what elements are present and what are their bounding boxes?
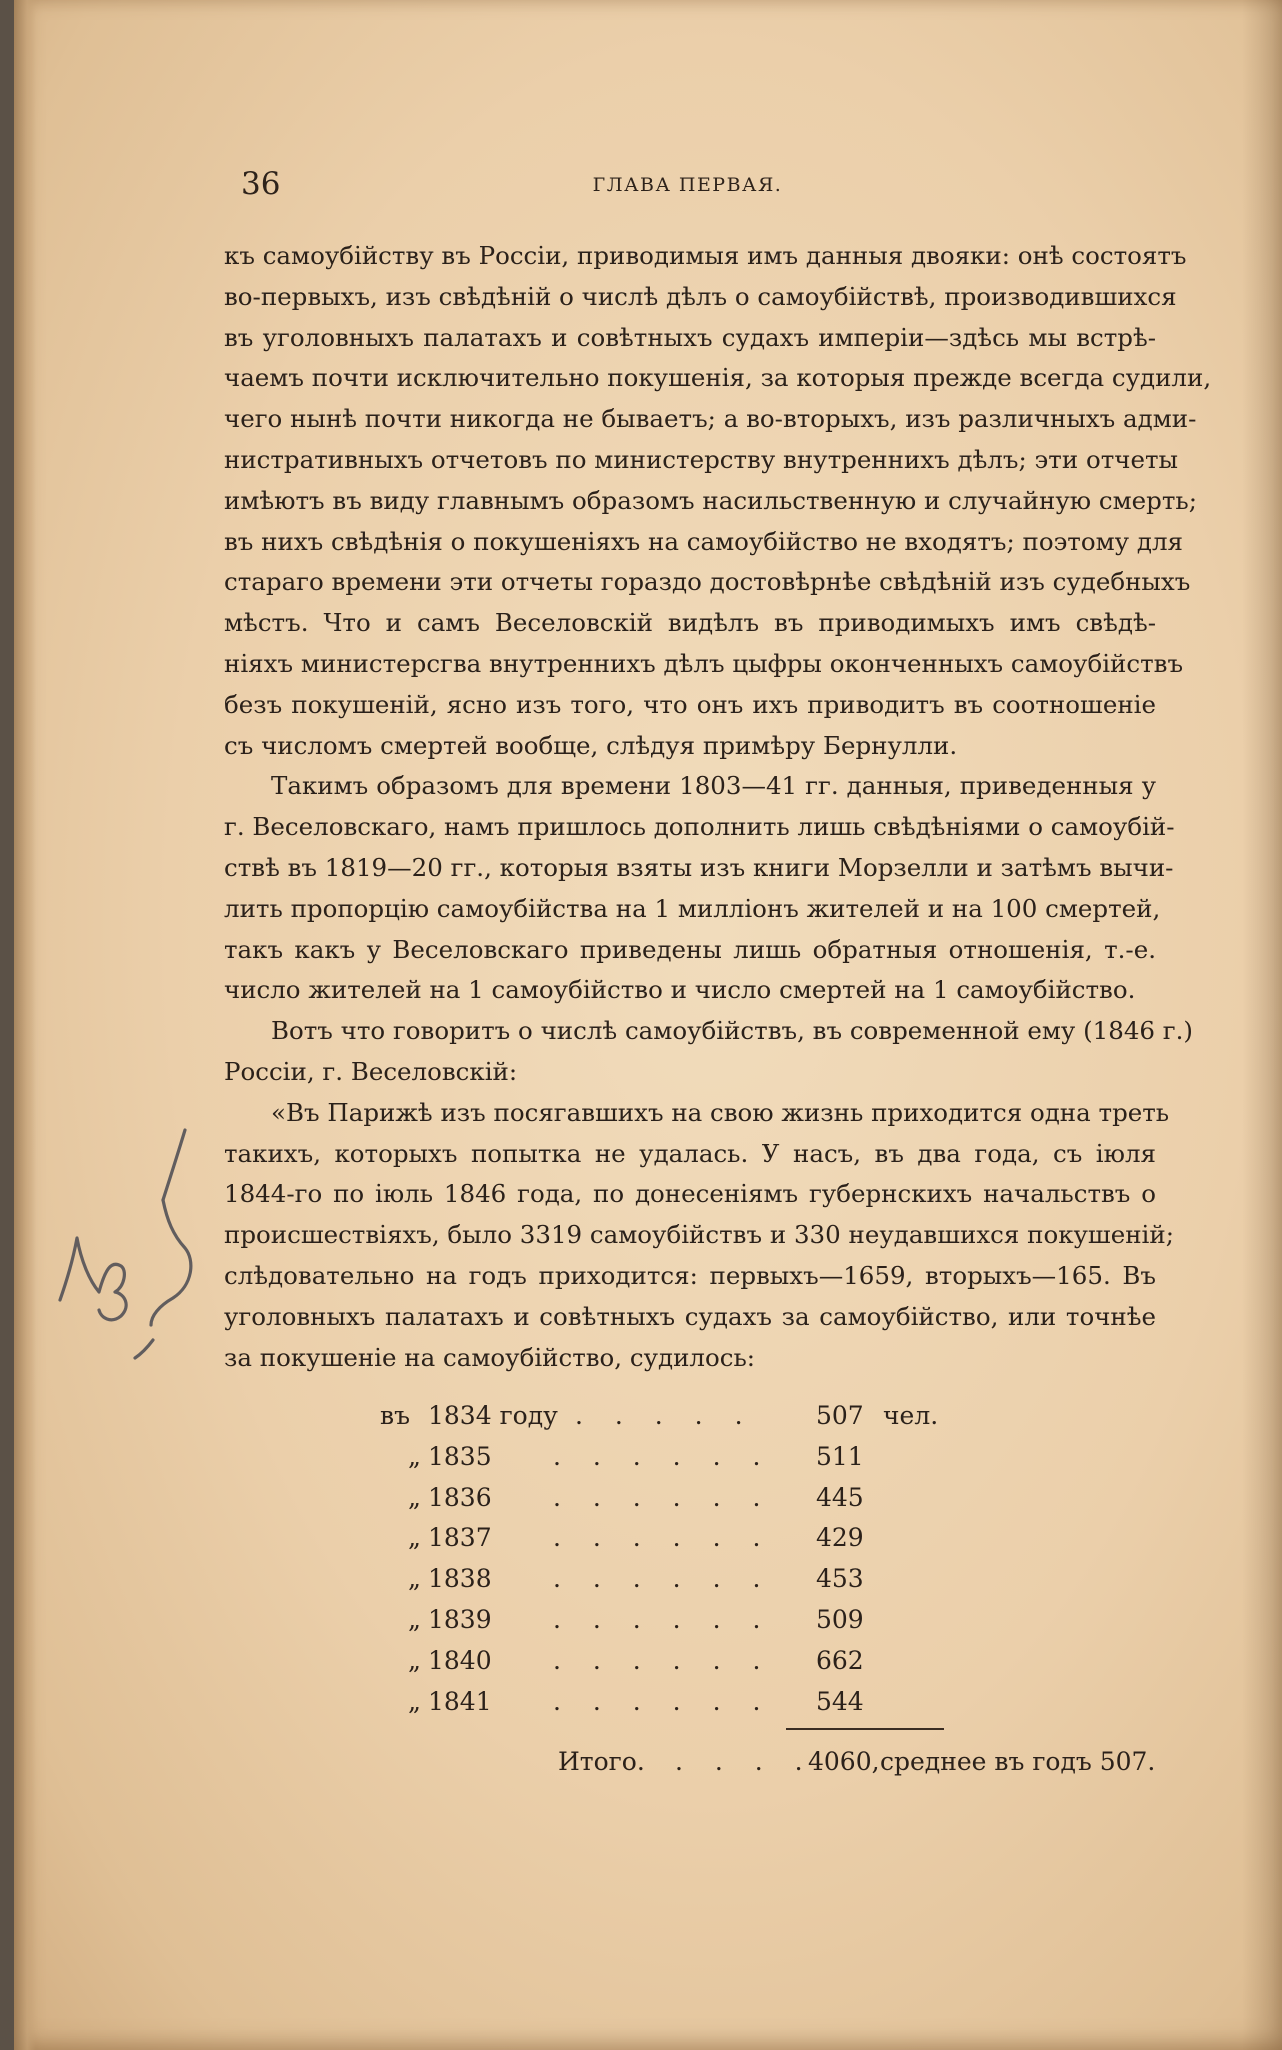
row-value: 544	[816, 1686, 864, 1716]
text-line: съ числомъ смертей вообще, слѣдуя примѣру Бернулли.	[224, 730, 958, 760]
text-line: въ уголовныхъ палатахъ и совѣтныхъ судахъ имперіи—здѣсь мы встрѣ-	[224, 322, 1156, 352]
row-dots: . . . . . .	[553, 1523, 773, 1553]
row-dots: . . . . .	[575, 1401, 755, 1430]
row-value: 453	[816, 1564, 864, 1594]
text-line: къ самоубійству въ Россіи, приводимыя имъ данныя двояки: онѣ состоятъ	[224, 241, 1187, 270]
table-row	[380, 1437, 1180, 1478]
text-line: мѣстъ. Что и самъ Веселовскій видѣлъ въ приводимыхъ имъ свѣдѣ-	[224, 608, 1156, 638]
row-prefix: „	[408, 1686, 421, 1716]
row-year: 1839	[428, 1605, 492, 1634]
page-number: 36	[241, 166, 281, 202]
text-line: во-первыхъ, изъ свѣдѣній о числѣ дѣлъ о самоубійствѣ, производившихся	[224, 281, 1177, 311]
text-line: чего нынѣ почти никогда не бываетъ; а во-вторыхъ, изъ различныхъ адми-	[224, 404, 1197, 434]
row-dots: . . . . . .	[553, 1482, 773, 1512]
row-value: 507	[816, 1401, 864, 1430]
page-header	[225, 166, 1150, 206]
row-prefix: въ	[380, 1401, 410, 1430]
row-prefix: „	[408, 1441, 421, 1471]
row-value: 662	[816, 1645, 864, 1675]
row-value: 509	[816, 1605, 864, 1634]
row-prefix: „	[408, 1523, 421, 1553]
table-row	[380, 1396, 1180, 1437]
text-line: Такимъ образомъ для времени 1803—41 гг. данныя, приведенныя у	[271, 771, 1156, 801]
text-line: Россіи, г. Веселовскій:	[224, 1056, 518, 1086]
text-line: имѣютъ въ виду главнымъ образомъ насильственную и случайную смерть;	[224, 485, 1197, 515]
table-row	[380, 1559, 1180, 1600]
row-value: 445	[816, 1482, 864, 1512]
running-head: ГЛАВА ПЕРВАЯ.	[592, 174, 783, 196]
total-dots: . . . .	[675, 1747, 815, 1776]
row-value: 511	[816, 1441, 864, 1471]
text-line: лить пропорцію самоубійства на 1 милліонъ жителей и на 100 смертей,	[224, 893, 1161, 923]
row-prefix: „	[408, 1645, 421, 1675]
table-row	[380, 1518, 1180, 1559]
row-prefix: „	[408, 1482, 421, 1512]
row-year: 1836	[428, 1482, 492, 1512]
row-year: 1840	[428, 1645, 492, 1675]
table-row	[380, 1478, 1180, 1519]
row-prefix: „	[408, 1564, 421, 1594]
body-text	[224, 236, 1212, 1378]
row-year: 1834 году	[428, 1401, 558, 1430]
table-row	[380, 1600, 1180, 1641]
pencil-margin-annotation	[55, 1120, 205, 1360]
row-dots: . . . . . .	[553, 1686, 773, 1716]
text-line: слѣдовательно на годъ приходится: первыхъ—1659, вторыхъ—165. Въ	[224, 1260, 1156, 1290]
page-spine-shadow	[14, 0, 36, 2050]
text-line: Вотъ что говоритъ о числѣ самоубійствъ, въ современной ему (1846 г.)	[271, 1016, 1193, 1046]
text-line: г. Веселовскаго, намъ пришлось дополнить лишь свѣдѣніями о самоубій-	[224, 812, 1175, 842]
total-note: среднее въ годъ 507.	[880, 1747, 1156, 1776]
text-line: безъ покушеній, ясно изъ того, что онъ ихъ приводитъ въ соотношеніе	[224, 689, 1156, 719]
text-line: ніяхъ министерсгва внутреннихъ дѣлъ цыфры оконченныхъ самоубійствъ	[224, 648, 1184, 678]
text-line: число жителей на 1 самоубійство и число смертей на 1 самоубійство.	[224, 975, 1136, 1005]
text-line: происшествіяхъ, было 3319 самоубійствъ и 330 неудавшихся покушеній;	[224, 1220, 1174, 1250]
row-dots: . . . . . .	[553, 1441, 773, 1471]
row-value: 429	[816, 1523, 864, 1553]
text-line: чаемъ почти исключительно покушенія, за которыя прежде всегда судили,	[224, 363, 1212, 393]
row-year: 1841	[428, 1686, 492, 1716]
row-dots: . . . . . .	[553, 1564, 773, 1594]
text-line: 1844-го по іюль 1846 года, по донесеніямъ губернскихъ начальствъ о	[224, 1179, 1156, 1209]
table-row	[380, 1682, 1180, 1723]
total-value: 4060,	[808, 1747, 880, 1776]
text-line: ствѣ въ 1819—20 гг., которыя взяты изъ книги Морзелли и затѣмъ вычи-	[224, 852, 1174, 882]
text-line: уголовныхъ палатахъ и совѣтныхъ судахъ за самоубійство, или точнѣе	[224, 1301, 1156, 1331]
row-year: 1835	[428, 1441, 492, 1471]
text-line: стараго времени эти отчеты гораздо достовѣрнѣе свѣдѣній изъ судебныхъ	[224, 567, 1191, 597]
page-edge-shadow	[1242, 0, 1282, 2050]
row-year: 1838	[428, 1564, 492, 1594]
table-row	[380, 1641, 1180, 1682]
total-label: Итого.	[558, 1747, 645, 1776]
text-line: такихъ, которыхъ попытка не удалась. У насъ, въ два года, съ іюля	[224, 1138, 1156, 1168]
row-prefix: „	[408, 1605, 421, 1634]
text-line: «Въ Парижѣ изъ посягавшихъ на свою жизнь приходится одна треть	[271, 1097, 1170, 1127]
sum-rule	[786, 1728, 944, 1730]
row-dots: . . . . . .	[553, 1605, 773, 1634]
text-line: въ нихъ свѣдѣнія о покушеніяхъ на самоубійство не входятъ; поэтому для	[224, 526, 1183, 556]
text-line: нистративныхъ отчетовъ по министерству внутреннихъ дѣлъ; эти отчеты	[224, 444, 1178, 474]
row-year: 1837	[428, 1523, 492, 1553]
text-line: за покушеніе на самоубійство, судилось:	[224, 1342, 756, 1372]
row-dots: . . . . . .	[553, 1645, 773, 1675]
text-line: такъ какъ у Веселовскаго приведены лишь обратныя отношенія, т.-е.	[224, 934, 1156, 964]
row-unit: чел.	[883, 1401, 939, 1430]
